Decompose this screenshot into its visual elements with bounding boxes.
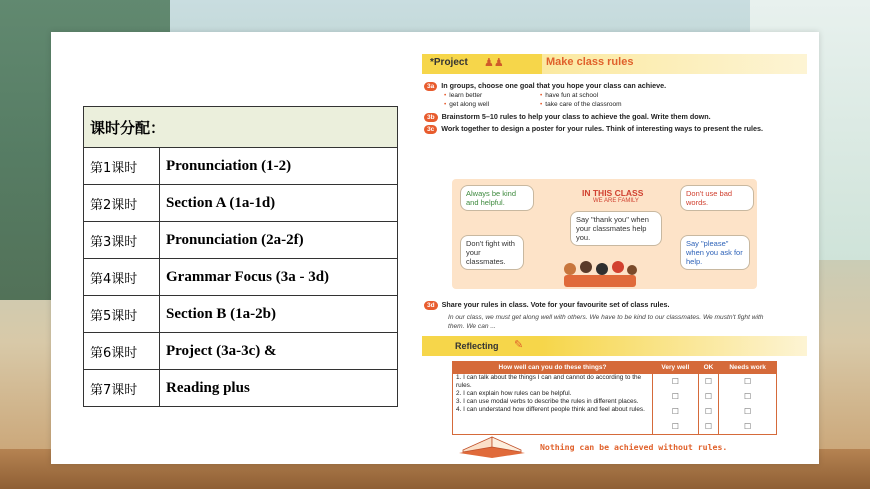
checkbox[interactable]: ☐ xyxy=(704,407,713,416)
table-row xyxy=(84,259,398,296)
example-text: In our class, we must get along well with others. We have to be kind to our classmates. We mustn't fight with them. We can ... xyxy=(448,314,764,330)
needs-work-column xyxy=(719,374,777,435)
reflect-table xyxy=(452,361,777,435)
goal-item: • learn better xyxy=(444,92,483,99)
table-row xyxy=(84,185,398,222)
very-well-column xyxy=(653,374,699,435)
content-cell: Pronunciation (1-2) xyxy=(160,148,398,185)
content-cell: Project (3a-3c) & xyxy=(160,333,398,370)
goal-item: • take care of the classroom xyxy=(540,101,622,108)
table-row xyxy=(84,370,398,407)
checkbox[interactable]: ☐ xyxy=(671,422,679,431)
section-3c xyxy=(424,124,804,134)
project-tag: *Project xyxy=(430,57,468,68)
pencil-icon: ✎ xyxy=(514,339,524,351)
project-title: Make class rules xyxy=(546,56,634,68)
checkbox[interactable]: ☐ xyxy=(671,392,679,401)
checkbox[interactable]: ☐ xyxy=(704,392,713,401)
reflect-header: How well can you do these things? xyxy=(453,362,653,374)
content-cell: Reading plus xyxy=(160,370,398,407)
period-cell: 第1课时 xyxy=(84,148,160,185)
period-cell: 第6课时 xyxy=(84,333,160,370)
period-cell: 第2课时 xyxy=(84,185,160,222)
ok-column xyxy=(698,374,719,435)
class-rules-poster xyxy=(452,179,757,289)
rule-bubble: Don't use bad words. xyxy=(680,185,754,211)
content-cell: Section B (1a-2b) xyxy=(160,296,398,333)
period-cell: 第3课时 xyxy=(84,222,160,259)
rule-bubble: Don't fight with your classmates. xyxy=(460,235,524,270)
section-3d xyxy=(424,300,804,310)
reflecting-title: Reflecting xyxy=(455,341,499,351)
checkbox[interactable]: ☐ xyxy=(704,377,713,386)
checkbox[interactable]: ☐ xyxy=(744,422,752,431)
schedule-header: 课时分配： xyxy=(84,107,398,148)
section-number: 3b xyxy=(424,113,438,122)
reflecting-banner xyxy=(422,336,807,356)
table-row xyxy=(84,296,398,333)
rule-bubble: Always be kind and helpful. xyxy=(460,185,534,211)
section-text: In groups, choose one goal that you hope your class can achieve. xyxy=(441,81,667,90)
list-item: 3. I can use modal verbs to describe the rules in different places. xyxy=(456,398,639,405)
checkbox[interactable]: ☐ xyxy=(671,377,679,386)
period-cell: 第4课时 xyxy=(84,259,160,296)
section-number: 3a xyxy=(424,82,437,91)
reflect-items xyxy=(453,374,653,435)
section-text: Work together to design a poster for your rules. Think of interesting ways to present the rules. xyxy=(441,124,763,133)
reflect-header: Very well xyxy=(653,362,699,374)
period-cell: 第7课时 xyxy=(84,370,160,407)
section-3a xyxy=(424,81,804,91)
table-row xyxy=(84,333,398,370)
slide-card xyxy=(51,32,819,464)
table-row xyxy=(84,222,398,259)
section-text: Share your rules in class. Vote for your favourite set of class rules. xyxy=(441,300,670,309)
checkbox[interactable]: ☐ xyxy=(671,407,679,416)
list-item: 1. I can talk about the things I can and cannot do according to the rules. xyxy=(456,374,642,389)
list-item: 4. I can understand how different people think and feel about rules. xyxy=(456,406,645,413)
checkbox[interactable]: ☐ xyxy=(744,407,752,416)
students-illustration xyxy=(560,257,640,287)
reflect-header: Needs work xyxy=(719,362,777,374)
table-row xyxy=(453,374,777,435)
rule-bubble: Say "thank you" when your classmates help you. xyxy=(570,211,662,246)
list-item: 2. I can explain how rules can be helpful. xyxy=(456,390,572,397)
reflect-header: OK xyxy=(698,362,719,374)
checkbox[interactable]: ☐ xyxy=(704,422,713,431)
checkbox[interactable]: ☐ xyxy=(744,392,752,401)
goal-item: • get along well xyxy=(444,101,490,108)
poster-title: IN THIS CLASS xyxy=(582,188,644,198)
motto-text: Nothing can be achieved without rules. xyxy=(540,442,728,452)
book-icon xyxy=(457,433,527,459)
project-banner xyxy=(422,54,807,74)
section-3b xyxy=(424,112,804,122)
section-text: Brainstorm 5–10 rules to help your class to achieve the goal. Write them down. xyxy=(441,112,711,121)
textbook-page xyxy=(422,48,807,452)
checkbox[interactable]: ☐ xyxy=(744,377,752,386)
period-cell: 第5课时 xyxy=(84,296,160,333)
section-number: 3c xyxy=(424,125,437,134)
content-cell: Pronunciation (2a-2f) xyxy=(160,222,398,259)
table-row xyxy=(84,148,398,185)
schedule-table xyxy=(83,106,398,407)
section-number: 3d xyxy=(424,301,438,310)
content-cell: Section A (1a-1d) xyxy=(160,185,398,222)
rule-bubble: Say "please" when you ask for help. xyxy=(680,235,750,270)
goal-item: • have fun at school xyxy=(540,92,599,99)
content-cell: Grammar Focus (3a - 3d) xyxy=(160,259,398,296)
people-icon: ♟♟ xyxy=(484,57,504,69)
poster-subtitle: WE ARE FAMILY xyxy=(593,198,639,204)
